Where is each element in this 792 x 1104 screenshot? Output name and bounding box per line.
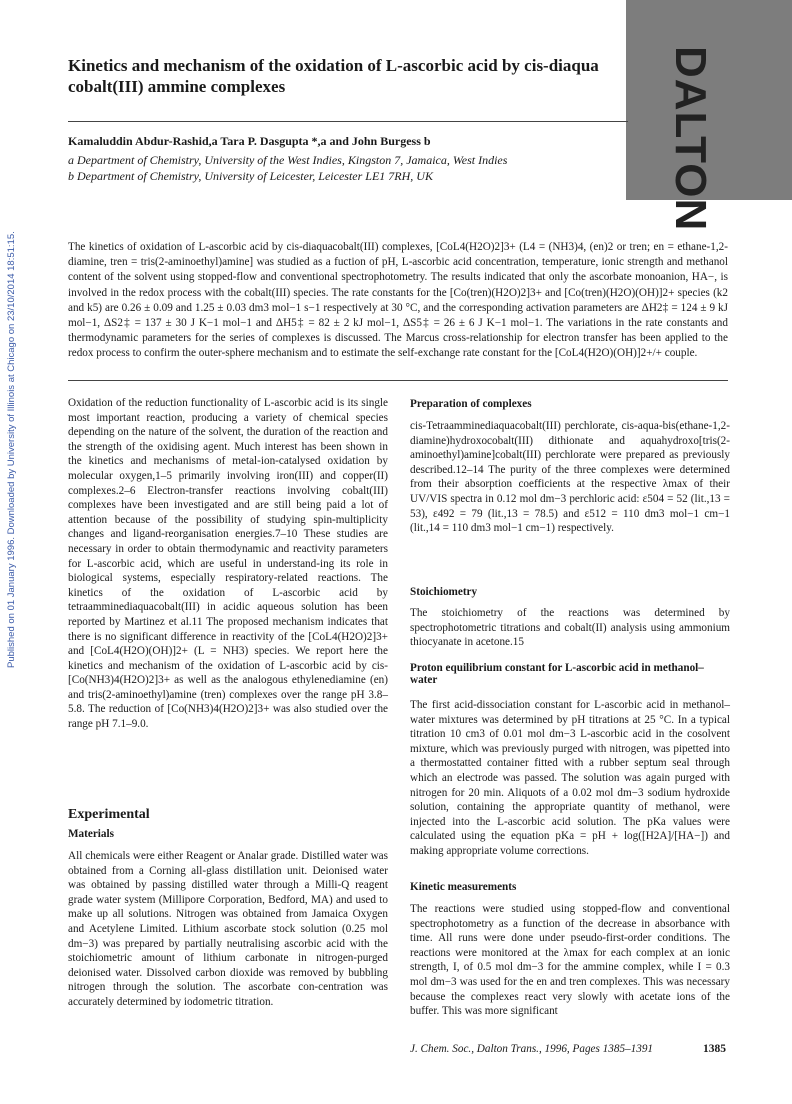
download-note[interactable]: Published on 01 January 1996. Downloaded by University of Illinois at Chicago on 23/10/2014 18:51:15. [6, 231, 17, 668]
journal-mark: DALTON [666, 46, 715, 232]
kinetic-paragraph: The reactions were studied using stopped-flow and conventional spectrophotometry as a function of the decrease in absorbance with time. All runs were done under pseudo-first-order conditions. The reactions were monitored at the λmax for each complex at an ionic strength, I, of 0.5 mol dm−3 for the ammine complex, while I = 0.3 mol dm−3 was used for the en and tren complexes. This was necessary because the complexes react very slowly with acetate ions of the buffer. This was more significant [410, 903, 730, 1018]
prep-paragraph: cis-Tetraamminediaquacobalt(III) perchlorate, cis-aqua-bis(ethane-1,2-diamine)hydroxocobalt(III) dithionate and aquahydroxo[tris(2-aminoethyl)amine]cobalt(III) perchlorate were prepared as previously described.12–14 The purity of the three complexes were determined from their absorption coefficients at the respective λmax of their UV/VIS spectra in 0.12 mol dm−3 perchloric acid: ε504 = 52 (lit.,13 = 53), ε492 = 79 (lit.,13 = 78.5) and ε512 = 110 dm3 mol−1 cm−1 (lit.,14 = 110 dm3 mol−1 cm−1) respectively. [410, 420, 730, 535]
prep-heading: Preparation of complexes [410, 398, 532, 410]
kinetic-heading: Kinetic measurements [410, 881, 517, 893]
proton-paragraph: The first acid-dissociation constant for L-ascorbic acid in methanol–water mixtures was determined by pH titrations at 25 °C. In a typical titration 10 cm3 of 0.01 mol dm−3 L-ascorbic acid in the cosolvent mixture, which was previously purged with nitrogen, was pipetted into a thermostatted container fitted with a rubber septum seal through which an electrode was passed. The solution was again purged with nitrogen for 20 min. Aliquots of a 0.02 mol dm−3 sodium hydroxide solution, containing the appropriate quantity of methanol, were injected into the L-ascorbic acid solution. The pKa values were calculated using the equation pKa = pH + log([H2A]/[HA−]) and making appropriate volume corrections. [410, 699, 730, 857]
abstract-rule [68, 380, 728, 381]
materials-paragraph: All chemicals were either Reagent or Analar grade. Distilled water was obtained from a Corning all-glass distillation unit. Deionised water was obtained by passing distilled water through a Milli-Q reagent grade water system (Millipore Corporation, Bedford, MA) and used to make up all solutions. Nitrogen was obtained from Jamaica Oxygen and Acetylene Limited. Lithium ascorbate stock solution (0.25 mol dm−3) was prepared by partially neutralising ascorbic acid with the stoichiometric amount of lithium carbonate in nitrogen-purged deionised water. Dissolved carbon dioxide was removed by bubbling nitrogen through the solution. The ascorbate con-centration was accurately determined by iodometric titration. [68, 850, 388, 1008]
page-number: 1385 [703, 1043, 726, 1055]
stoich-paragraph: The stoichiometry of the reactions was determined by spectrophotometric titrations and cobalt(II) analysis using ammonium thiocyanate in acetone.15 [410, 607, 730, 649]
author-list: Kamaluddin Abdur-Rashid,a Tara P. Dasgupta *,a and John Burgess b [68, 134, 431, 148]
intro-paragraph: Oxidation of the reduction functionality of L-ascorbic acid is its single most important reaction, producing a variety of chemical species depending on the nature of the solvent, the duration of the reaction and the strength of the oxidising agent. Much interest has been shown in the kinetics and mechanisms of metal-ion-catalysed oxidation by molecular oxygen,1–5 primarily involving iron(III) and copper(II) complexes.2–6 Electron-transfer reactions involving cobalt(III) complexes have been investigated and are still being paid a lot of attention because of the possibility of studying spin-multiplicity changes and ligand-reorganisation energies.7–10 These studies are necessary in order to obtain thermodynamic and reactivity parameters for L-ascorbic acid, which are useful in understand-ing its role in biological systems, especially respiratory-related reactions. The kinetics of the oxidation of L-ascorbic acid by tetraamminediaquacobalt(III) in acidic aqueous solution has been reported by Martinez et al.11 The proposed mechanism indicates that there is no significant difference in reactivity of the [CoL4(H2O)2]3+ and [CoL4(H2O)(OH)]2+ (L = NH3) species. We report here the kinetics and mechanism of the oxidation of L-ascorbic acid by cis-[Co(NH3)4(H2O)2]3+ as well as the analogous ethylenediamine (en) and tris(2-aminoethyl)amine (tren) complexes over the range pH 3.8–5.8. The reduction of [Co(NH3)4(H2O)2]3+ was also studied over the range pH 7.1–9.0. [68, 397, 388, 731]
abstract: The kinetics of oxidation of L-ascorbic acid by cis-diaquacobalt(III) complexes, [CoL4(H2O)2]3+ (L4 = (NH3)4, (en)2 or tren; en = ethane-1,2-diamine, tren = tris(2-aminoethyl)amine] was studied as a fuction of pH, L-ascorbic acid concentration, temperature, ionic strength and methanol content of the solvent using stopped-flow and conventional spectrophotometry. The results indicated that only the ascorbate monoanion, HA−, is involved in the redox process with the cobalt(III) species. The rate constants for the [Co(tren)(H2O)2]3+ and [Co(tren)(H2O)(OH)]2+ species (k2 and k5) are 0.26 ± 0.09 and 1.25 ± 0.03 dm3 mol−1 s−1 respectively at 30 °C, and the corresponding activation parameters are ΔH2‡ = 124 ± 9 kJ mol−1, ΔS2‡ = 137 ± 30 J K−1 mol−1 and ΔH5‡ = 82 ± 2 kJ mol−1, ΔS5‡ = 26 ± 6 J K−1 mol−1. The variations in the rate constants and thermodynamic parameters for the series of complexes is discussed. The Marcus cross-relationship for electron transfer has been applied to the redox process to confirm the outer-sphere mechanism and to estimate the self-exchange rate constant for the [CoL4(H2O)(OH)]2+/+ couple. [68, 241, 728, 360]
affiliation-b: b Department of Chemistry, University of Leicester, Leicester LE1 7RH, UK [68, 169, 433, 183]
proton-heading: Proton equilibrium constant for L-ascorbic acid in methanol–water [410, 662, 704, 686]
affiliation-a: a Department of Chemistry, University of the West Indies, Kingston 7, Jamaica, West Indies [68, 153, 508, 167]
experimental-heading: Experimental [68, 807, 150, 822]
stoich-heading: Stoichiometry [410, 586, 478, 598]
journal-citation: J. Chem. Soc., Dalton Trans., 1996, Pages 1385–1391 [410, 1043, 654, 1055]
materials-heading: Materials [68, 828, 114, 840]
article-title: Kinetics and mechanism of the oxidation of L-ascorbic acid by cis-diaqua cobalt(III) ammine complexes [68, 56, 599, 96]
title-rule [68, 121, 628, 122]
